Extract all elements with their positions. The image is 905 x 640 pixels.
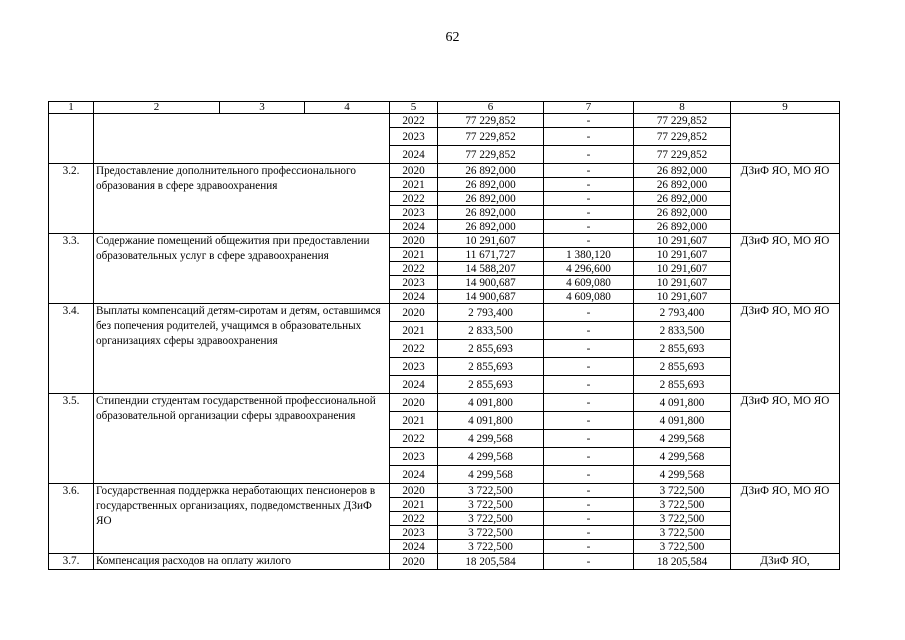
- federal-cell: -: [544, 128, 634, 146]
- year-cell: 2020: [390, 554, 438, 570]
- year-cell: 2020: [390, 234, 438, 248]
- total-cell: 2 855,693: [438, 340, 544, 358]
- year-cell: 2023: [390, 358, 438, 376]
- federal-cell: 4 609,080: [544, 290, 634, 304]
- federal-cell: -: [544, 448, 634, 466]
- federal-cell: 4 609,080: [544, 276, 634, 290]
- row-number-cell: 3.7.: [49, 554, 94, 570]
- federal-cell: -: [544, 512, 634, 526]
- regional-cell: 26 892,000: [634, 178, 731, 192]
- regional-cell: 2 855,693: [634, 340, 731, 358]
- federal-cell: -: [544, 526, 634, 540]
- total-cell: 3 722,500: [438, 512, 544, 526]
- total-cell: 26 892,000: [438, 206, 544, 220]
- regional-cell: 10 291,607: [634, 248, 731, 262]
- federal-cell: -: [544, 192, 634, 206]
- total-cell: 77 229,852: [438, 128, 544, 146]
- row-number-cell: 3.4.: [49, 304, 94, 394]
- total-cell: 10 291,607: [438, 234, 544, 248]
- total-cell: 4 091,800: [438, 394, 544, 412]
- responsible-cell: ДЗиФ ЯО, МО ЯО: [731, 304, 840, 394]
- header-cell: 8: [634, 102, 731, 114]
- total-cell: 4 299,568: [438, 466, 544, 484]
- responsible-cell: ДЗиФ ЯО,: [731, 554, 840, 570]
- federal-cell: -: [544, 554, 634, 570]
- responsible-cell: ДЗиФ ЯО, МО ЯО: [731, 234, 840, 304]
- regional-cell: 10 291,607: [634, 290, 731, 304]
- federal-cell: -: [544, 206, 634, 220]
- year-cell: 2023: [390, 206, 438, 220]
- row-number-cell: [49, 114, 94, 164]
- regional-cell: 3 722,500: [634, 526, 731, 540]
- regional-cell: 77 229,852: [634, 146, 731, 164]
- year-cell: 2024: [390, 290, 438, 304]
- year-cell: 2020: [390, 484, 438, 498]
- regional-cell: 26 892,000: [634, 192, 731, 206]
- year-cell: 2022: [390, 192, 438, 206]
- total-cell: 3 722,500: [438, 526, 544, 540]
- row-number-cell: 3.3.: [49, 234, 94, 304]
- total-cell: 2 855,693: [438, 376, 544, 394]
- table-row: [49, 304, 840, 322]
- total-cell: 26 892,000: [438, 164, 544, 178]
- regional-cell: 77 229,852: [634, 114, 731, 128]
- regional-cell: 2 793,400: [634, 304, 731, 322]
- year-cell: 2024: [390, 376, 438, 394]
- regional-cell: 10 291,607: [634, 262, 731, 276]
- total-cell: 14 900,687: [438, 290, 544, 304]
- regional-cell: 4 299,568: [634, 466, 731, 484]
- regional-cell: 4 299,568: [634, 448, 731, 466]
- year-cell: 2022: [390, 114, 438, 128]
- regional-cell: 4 299,568: [634, 430, 731, 448]
- regional-cell: 10 291,607: [634, 234, 731, 248]
- regional-cell: 2 855,693: [634, 358, 731, 376]
- year-cell: 2024: [390, 466, 438, 484]
- regional-cell: 18 205,584: [634, 554, 731, 570]
- table-row: [49, 484, 840, 498]
- regional-cell: 77 229,852: [634, 128, 731, 146]
- federal-cell: -: [544, 358, 634, 376]
- total-cell: 26 892,000: [438, 192, 544, 206]
- federal-cell: -: [544, 234, 634, 248]
- total-cell: 2 855,693: [438, 358, 544, 376]
- page-number: 62: [445, 30, 460, 45]
- row-name-cell: Государственная поддержка неработающих пенсионеров в государственных организациях, подведомственных ДЗиФ ЯО: [94, 484, 390, 554]
- row-name-cell: Стипендии студентам государственной профессиональной образовательной организации сферы здравоохранения: [94, 394, 390, 484]
- total-cell: 77 229,852: [438, 114, 544, 128]
- funding-table: [48, 101, 840, 570]
- header-cell: 1: [49, 102, 94, 114]
- header-cell: 7: [544, 102, 634, 114]
- federal-cell: -: [544, 430, 634, 448]
- federal-cell: -: [544, 220, 634, 234]
- year-cell: 2023: [390, 276, 438, 290]
- regional-cell: 4 091,800: [634, 394, 731, 412]
- total-cell: 4 299,568: [438, 430, 544, 448]
- year-cell: 2022: [390, 430, 438, 448]
- row-name-cell: Выплаты компенсаций детям-сиротам и детям, оставшимся без попечения родителей, учащимся в образовательных организациях сферы здравоохранения: [94, 304, 390, 394]
- federal-cell: -: [544, 304, 634, 322]
- regional-cell: 2 833,500: [634, 322, 731, 340]
- row-name-cell: Предоставление дополнительного профессионального образования в сфере здравоохранения: [94, 164, 390, 234]
- year-cell: 2021: [390, 248, 438, 262]
- total-cell: 26 892,000: [438, 178, 544, 192]
- total-cell: 14 588,207: [438, 262, 544, 276]
- total-cell: 2 833,500: [438, 322, 544, 340]
- header-cell: 4: [305, 102, 390, 114]
- year-cell: 2021: [390, 322, 438, 340]
- total-cell: 14 900,687: [438, 276, 544, 290]
- year-cell: 2023: [390, 448, 438, 466]
- responsible-cell: [731, 114, 840, 164]
- row-name-cell: Содержание помещений общежития при предоставлении образовательных услуг в сфере здравоохранения: [94, 234, 390, 304]
- header-cell: 3: [220, 102, 305, 114]
- row-name-cell: Компенсация расходов на оплату жилого: [94, 554, 390, 570]
- year-cell: 2020: [390, 164, 438, 178]
- header-row: [49, 102, 840, 114]
- total-cell: 3 722,500: [438, 498, 544, 512]
- table-row: [49, 554, 840, 570]
- responsible-cell: ДЗиФ ЯО, МО ЯО: [731, 484, 840, 554]
- year-cell: 2023: [390, 526, 438, 540]
- table-row: [49, 234, 840, 248]
- year-cell: 2021: [390, 412, 438, 430]
- federal-cell: -: [544, 114, 634, 128]
- federal-cell: -: [544, 340, 634, 358]
- year-cell: 2023: [390, 128, 438, 146]
- total-cell: 3 722,500: [438, 484, 544, 498]
- year-cell: 2024: [390, 146, 438, 164]
- row-number-cell: 3.6.: [49, 484, 94, 554]
- regional-cell: 3 722,500: [634, 498, 731, 512]
- year-cell: 2021: [390, 178, 438, 192]
- federal-cell: 1 380,120: [544, 248, 634, 262]
- table-row: [49, 394, 840, 412]
- header-cell: 9: [731, 102, 840, 114]
- federal-cell: -: [544, 178, 634, 192]
- header-cell: 5: [390, 102, 438, 114]
- regional-cell: 3 722,500: [634, 484, 731, 498]
- year-cell: 2020: [390, 304, 438, 322]
- federal-cell: -: [544, 540, 634, 554]
- regional-cell: 3 722,500: [634, 512, 731, 526]
- header-cell: 2: [94, 102, 220, 114]
- regional-cell: 26 892,000: [634, 220, 731, 234]
- regional-cell: 10 291,607: [634, 276, 731, 290]
- federal-cell: 4 296,600: [544, 262, 634, 276]
- year-cell: 2022: [390, 340, 438, 358]
- row-name-cell: [94, 114, 390, 164]
- row-number-cell: 3.2.: [49, 164, 94, 234]
- year-cell: 2022: [390, 512, 438, 526]
- total-cell: 4 091,800: [438, 412, 544, 430]
- federal-cell: -: [544, 412, 634, 430]
- regional-cell: 3 722,500: [634, 540, 731, 554]
- regional-cell: 2 855,693: [634, 376, 731, 394]
- federal-cell: -: [544, 322, 634, 340]
- row-number-cell: 3.5.: [49, 394, 94, 484]
- regional-cell: 4 091,800: [634, 412, 731, 430]
- year-cell: 2024: [390, 220, 438, 234]
- header-cell: 6: [438, 102, 544, 114]
- regional-cell: 26 892,000: [634, 164, 731, 178]
- table-row: [49, 114, 840, 128]
- year-cell: 2024: [390, 540, 438, 554]
- year-cell: 2022: [390, 262, 438, 276]
- year-cell: 2021: [390, 498, 438, 512]
- federal-cell: -: [544, 466, 634, 484]
- federal-cell: -: [544, 164, 634, 178]
- total-cell: 2 793,400: [438, 304, 544, 322]
- table-row: [49, 164, 840, 178]
- year-cell: 2020: [390, 394, 438, 412]
- total-cell: 4 299,568: [438, 448, 544, 466]
- federal-cell: -: [544, 376, 634, 394]
- responsible-cell: ДЗиФ ЯО, МО ЯО: [731, 394, 840, 484]
- responsible-cell: ДЗиФ ЯО, МО ЯО: [731, 164, 840, 234]
- federal-cell: -: [544, 394, 634, 412]
- total-cell: 18 205,584: [438, 554, 544, 570]
- total-cell: 77 229,852: [438, 146, 544, 164]
- total-cell: 26 892,000: [438, 220, 544, 234]
- regional-cell: 26 892,000: [634, 206, 731, 220]
- federal-cell: -: [544, 146, 634, 164]
- federal-cell: -: [544, 498, 634, 512]
- total-cell: 3 722,500: [438, 540, 544, 554]
- federal-cell: -: [544, 484, 634, 498]
- total-cell: 11 671,727: [438, 248, 544, 262]
